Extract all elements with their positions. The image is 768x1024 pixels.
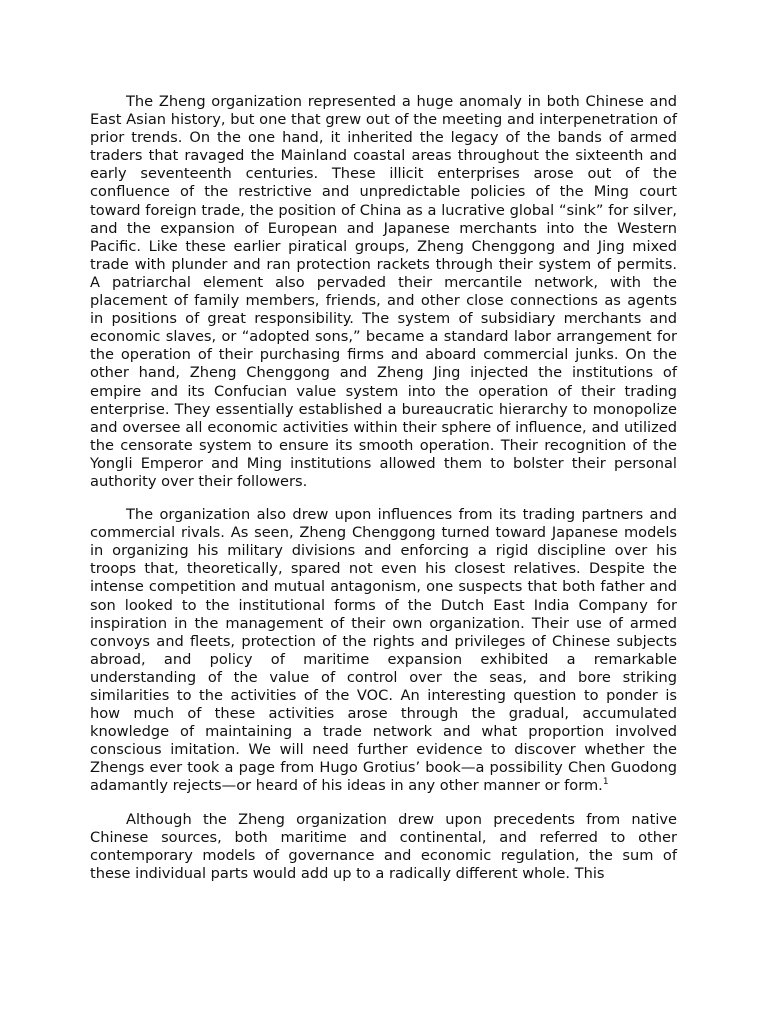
document-page	[90, 93, 677, 883]
paragraph-2-text: The organization also drew upon influences from its trading partners and commercial rivals. As seen, Zheng Chenggong turned toward Japanese models in organizing his military divisions and enforcing a rigid discipline over his troops that, theoretically, spared not even his closest relatives. Despite the intense competition and mutual antagonism, one suspects that both father and son looked to the institutional forms of the Dutch East India Company for inspiration in the management of their own organization. Their use of armed convoys and fleets, protection of the rights and privileges of Chinese subjects abroad, and policy of maritime expansion exhibited a remarkable understanding of the value of control over the seas, and bore striking similarities to the activities of the VOC. An interesting question to ponder is how much of these activities arose through the gradual, accumulated knowledge of maintaining a trade network and what proportion involved conscious imitation. We will need further evidence to discover whether the Zhengs ever took a page from Hugo Grotius’ book—a possibility Chen Guodong adamantly rejects—or heard of his ideas in any other manner or form.	[90, 506, 677, 795]
paragraph-1-text: The Zheng organization represented a huge anomaly in both Chinese and East Asian history, but one that grew out of the meeting and interpenetration of prior trends. On the one hand, it inherited the legacy of the bands of armed traders that ravaged the Mainland coastal areas throughout the sixteenth and early seventeenth centuries. These illicit enterprises arose out of the confluence of the restrictive and unpredictable policies of the Ming court toward foreign trade, the position of China as a lucrative global “sink” for silver, and the expansion of European and Japanese merchants into the Western Pacific. Like these earlier piratical groups, Zheng Chenggong and Jing mixed trade with plunder and ran protection rackets through their system of permits. A patriarchal element also pervaded their mercantile network, with the placement of family members, friends, and other close connections as agents in positions of great responsibility. The system of subsidiary merchants and economic slaves, or “adopted sons,” became a standard labor arrangement for the operation of their purchasing firms and aboard commercial junks. On the other hand, Zheng Chenggong and Zheng Jing injected the institutions of empire and its Confucian value system into the operation of their trading enterprise. They essentially established a bureaucratic hierarchy to monopolize and oversee all economic activities within their sphere of influence, and utilized the censorate system to ensure its smooth operation. Their recognition of the Yongli Emperor and Ming institutions allowed them to bolster their personal authority over their followers.	[90, 93, 677, 490]
paragraph-3-text: Although the Zheng organization drew upon precedents from native Chinese sources, both maritime and continental, and referred to other contemporary models of governance and economic regulation, the sum of these individual parts would add up to a radically different whole. This	[90, 810, 677, 882]
footnote-marker: 1	[602, 777, 609, 788]
paragraph-3	[90, 811, 677, 883]
paragraph-2	[90, 506, 677, 796]
paragraph-1	[90, 93, 677, 491]
